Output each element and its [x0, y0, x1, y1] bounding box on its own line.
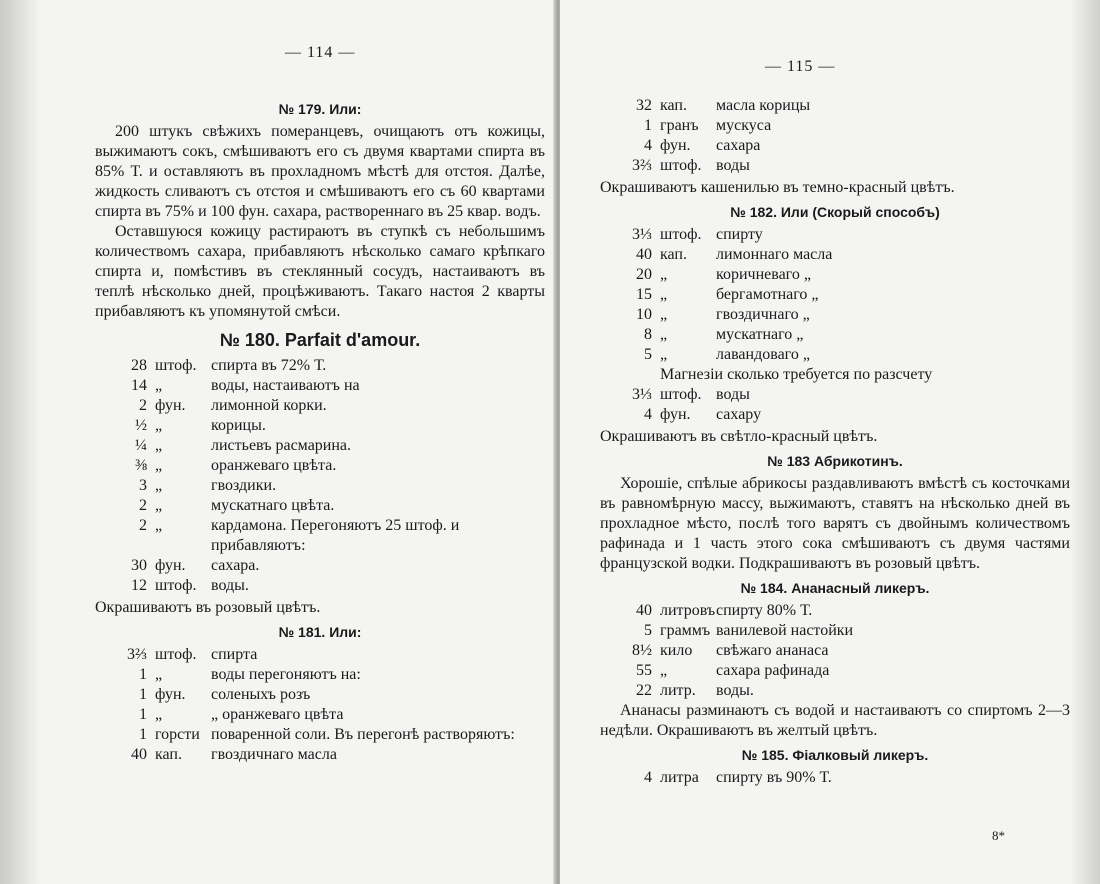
- qty: 2: [139, 397, 147, 414]
- recipe-note: Окрашиваютъ въ свѣтло-красный цвѣтъ.: [600, 428, 878, 445]
- qty: 1: [139, 666, 147, 683]
- ingredient-row: [95, 705, 515, 725]
- qty: 1: [139, 726, 147, 743]
- ingredient: спирту: [716, 226, 763, 243]
- ingredient-row: [95, 436, 545, 456]
- qty: 20: [636, 266, 652, 283]
- recipe-heading: № 180. Parfait d'amour.: [219, 330, 421, 350]
- ingredient: спирту въ 90% Т.: [716, 769, 832, 786]
- ingredient: свѣжаго ананаса: [716, 642, 829, 659]
- unit: „: [155, 377, 163, 394]
- page-edge-shadow: [1070, 0, 1100, 884]
- unit: кап.: [660, 97, 687, 114]
- qty: ¼: [135, 437, 147, 454]
- ingredient: гвоздики.: [211, 477, 277, 494]
- ingredient-row: [95, 745, 515, 765]
- ingredient-row: [95, 516, 545, 556]
- unit: литр.: [660, 682, 696, 699]
- unit: „: [155, 497, 163, 514]
- ingredient: сахара рафинада: [716, 662, 830, 679]
- recipe-paragraph: Оставшуюся кожицу растираютъ въ ступкѣ съ небольшимъ количествомъ сахара, прибавляютъ нѣсколько самаго крѣпкаго спирта и, помѣстивъ въ стеклянный сосудъ, настаиваютъ въ теплѣ нѣсколько дней, процѣживаютъ. Такаго настоя 2 кварты прибавляютъ къ упомянутой смѣси.: [95, 223, 545, 320]
- page-number: — 115 —: [765, 58, 836, 75]
- ingredient: „ оранжеваго цвѣта: [211, 706, 344, 723]
- unit: штоф.: [155, 577, 197, 594]
- recipe-paragraph: Ананасы разминаютъ съ водой и настаиваютъ со спиртомъ 2—3 недѣли. Окрашиваютъ въ желтый цвѣтъ.: [600, 702, 1070, 739]
- qty: 1: [644, 117, 652, 134]
- ingredient: гвоздичнаго масла: [211, 746, 337, 763]
- unit: „: [155, 477, 163, 494]
- ingredient: спирта въ 72% Т.: [211, 357, 327, 374]
- qty: 40: [636, 246, 652, 263]
- unit: штоф.: [660, 226, 702, 243]
- ingredient-row: [600, 136, 810, 156]
- qty: 3⅔: [632, 157, 652, 174]
- unit: „: [155, 666, 163, 683]
- page-edge-shadow: [0, 0, 40, 884]
- ingredient: гвоздичнаго „: [716, 306, 810, 323]
- ingredient-row: [95, 556, 545, 576]
- ingredient: мускуса: [716, 117, 772, 134]
- ingredient: бергамотнаго „: [716, 286, 819, 303]
- unit: „: [660, 306, 668, 323]
- unit: штоф.: [660, 157, 702, 174]
- ingredient-row: [95, 496, 545, 516]
- qty: 1: [139, 706, 147, 723]
- ingredient: лимонной корки.: [211, 397, 327, 414]
- qty: 1: [139, 686, 147, 703]
- ingredient-row: [600, 661, 853, 681]
- recipe-heading: № 185. Фіалковый ликеръ.: [741, 747, 929, 763]
- ingredient-row: [600, 325, 932, 345]
- ingredient: соленыхъ розъ: [211, 686, 311, 703]
- ingredient-row: [95, 416, 545, 436]
- recipe-heading: № 183 Абрикотинъ.: [767, 453, 903, 469]
- ingredient: листьевъ расмарина.: [211, 437, 352, 454]
- unit: штоф.: [155, 646, 197, 663]
- qty: 4: [644, 406, 652, 423]
- ingredient-row: [600, 641, 853, 661]
- recipe-heading: № 182. Или (Скорый способъ): [730, 204, 940, 220]
- recipe-heading: № 181. Или:: [278, 624, 362, 640]
- recipe-heading: № 184. Ананасный ликеръ.: [740, 580, 930, 596]
- left-page-content: [95, 95, 545, 765]
- qty: 3⅓: [632, 226, 652, 243]
- qty: 30: [131, 557, 147, 574]
- ingredient-row: [600, 768, 832, 788]
- unit: фун.: [660, 406, 691, 423]
- unit: граммъ: [660, 622, 711, 639]
- unit: „: [155, 437, 163, 454]
- recipe-paragraph: 200 штукъ свѣжихъ померанцевъ, очищаютъ отъ кожицы, выжимаютъ сокъ, смѣшиваютъ его съ двумя квартами спирта въ 85% Т. и оставляютъ въ прохладномъ мѣстѣ для отстоя. Далѣе, жидкость сливаютъ съ отстоя и смѣшиваютъ его съ 60 квартами спирта въ 75% и 100 фун. сахара, раствореннаго въ 25 квар. водъ.: [95, 123, 545, 220]
- ingredient-row: [95, 576, 545, 596]
- ingredient-table: [95, 645, 515, 765]
- page-number: — 114 —: [285, 44, 356, 61]
- unit: „: [155, 457, 163, 474]
- ingredient-table: [600, 768, 832, 788]
- ingredient: поваренной соли. Въ перегонѣ растворяютъ:: [211, 726, 515, 743]
- ingredient: кардамона. Перегоняютъ 25 штоф. и прибавляютъ:: [211, 517, 460, 554]
- unit: кило: [660, 642, 693, 659]
- ingredient-row: [95, 645, 515, 665]
- qty: ½: [135, 417, 147, 434]
- ingredient: сахара.: [211, 557, 260, 574]
- unit: „: [155, 417, 163, 434]
- unit: „: [155, 706, 163, 723]
- ingredient-table: [600, 96, 810, 176]
- ingredient-row: [600, 225, 932, 245]
- right-page-content: [600, 96, 1070, 788]
- ingredient: воды.: [211, 577, 249, 594]
- unit: фун.: [155, 557, 186, 574]
- unit: литра: [660, 769, 699, 786]
- ingredient-row: [600, 116, 810, 136]
- unit: „: [155, 517, 163, 534]
- ingredient-row: [600, 245, 932, 265]
- ingredient: воды: [716, 157, 750, 174]
- ingredient: оранжеваго цвѣта.: [211, 457, 337, 474]
- unit: „: [660, 346, 668, 363]
- unit: „: [660, 286, 668, 303]
- unit: гранъ: [660, 117, 699, 134]
- recipe-heading: № 179. Или:: [278, 101, 362, 117]
- qty: 3: [139, 477, 147, 494]
- qty: 4: [644, 137, 652, 154]
- ingredient-row: [600, 285, 932, 305]
- unit: фун.: [155, 397, 186, 414]
- ingredient: воды: [716, 386, 750, 403]
- ingredient: сахара: [716, 137, 761, 154]
- recipe-paragraph: Хорошіе, спѣлые абрикосы раздавливаютъ вмѣстѣ съ косточками въ равномѣрную массу, выжимаютъ, ставятъ на нѣсколько дней въ прохладное мѣсто, послѣ того варятъ съ двойнымъ количествомъ рафинада и 1 часть этого сока смѣшиваютъ съ двумя частями французской водки. Подкрашиваютъ въ розовый цвѣтъ.: [600, 475, 1070, 572]
- ingredient: лавандоваго „: [716, 346, 810, 363]
- ingredient: воды.: [716, 682, 754, 699]
- unit: штоф.: [155, 357, 197, 374]
- ingredient: мускатнаго цвѣта.: [211, 497, 335, 514]
- unit: „: [660, 266, 668, 283]
- ingredient-row: [600, 345, 932, 365]
- qty: ⅜: [135, 457, 147, 474]
- ingredient: масла корицы: [716, 97, 811, 114]
- ingredient: мускатнаго „: [716, 326, 804, 343]
- qty: 28: [131, 357, 147, 374]
- qty: 22: [636, 682, 652, 699]
- qty: 14: [131, 377, 147, 394]
- qty: 10: [636, 306, 652, 323]
- ingredient: коричневаго „: [716, 266, 811, 283]
- ingredient-row: [600, 365, 932, 385]
- ingredient-row: [600, 681, 853, 701]
- ingredient-table: [600, 225, 932, 425]
- qty: 40: [636, 602, 652, 619]
- qty: 3⅓: [632, 386, 652, 403]
- qty: 3⅔: [127, 646, 147, 663]
- qty: 32: [636, 97, 652, 114]
- qty: 2: [139, 497, 147, 514]
- unit: фун.: [660, 137, 691, 154]
- unit: „: [660, 326, 668, 343]
- unit: литровъ: [660, 602, 716, 619]
- unit: кап.: [155, 746, 182, 763]
- unit: горсти: [155, 726, 200, 743]
- ingredient-row: [600, 405, 932, 425]
- ingredient-table: [600, 601, 853, 701]
- ingredient: ванилевой настойки: [716, 622, 854, 639]
- signature-mark: 8*: [992, 828, 1005, 843]
- ingredient-row: [95, 456, 545, 476]
- ingredient-table: [95, 356, 545, 596]
- qty: 5: [644, 622, 652, 639]
- ingredient: спирту 80% Т.: [716, 602, 813, 619]
- ingredient: воды перегоняютъ на:: [211, 666, 361, 683]
- ingredient: спирта: [211, 646, 258, 663]
- qty: 4: [644, 769, 652, 786]
- unit: штоф.: [660, 386, 702, 403]
- ingredient-row: [95, 685, 515, 705]
- qty: 15: [636, 286, 652, 303]
- right-page: [560, 0, 1100, 884]
- unit: фун.: [155, 686, 186, 703]
- ingredient-row: [600, 96, 810, 116]
- qty: 55: [636, 662, 652, 679]
- ingredient: Магнезіи сколько требуется по разсчету: [660, 366, 933, 383]
- ingredient: сахару: [716, 406, 762, 423]
- ingredient-row: [95, 725, 515, 745]
- ingredient-row: [600, 621, 853, 641]
- qty: 8: [644, 326, 652, 343]
- ingredient-row: [600, 156, 810, 176]
- ingredient-row: [95, 356, 545, 376]
- unit: „: [660, 662, 668, 679]
- qty: 2: [139, 517, 147, 534]
- ingredient: лимоннаго масла: [716, 246, 833, 263]
- ingredient-row: [600, 265, 932, 285]
- qty: 8½: [632, 642, 652, 659]
- unit: кап.: [660, 246, 687, 263]
- ingredient: воды, настаиваютъ на: [211, 377, 360, 394]
- qty: 12: [131, 577, 147, 594]
- ingredient-row: [95, 665, 515, 685]
- ingredient-row: [600, 601, 853, 621]
- ingredient-row: [95, 476, 545, 496]
- ingredient-row: [95, 396, 545, 416]
- recipe-note: Окрашиваютъ кашенилью въ темно-красный цвѣтъ.: [600, 179, 955, 196]
- ingredient-row: [600, 385, 932, 405]
- ingredient-row: [600, 305, 932, 325]
- ingredient: корицы.: [211, 417, 266, 434]
- ingredient-row: [95, 376, 545, 396]
- qty: 5: [644, 346, 652, 363]
- qty: 40: [131, 746, 147, 763]
- recipe-note: Окрашиваютъ въ розовый цвѣтъ.: [95, 599, 321, 616]
